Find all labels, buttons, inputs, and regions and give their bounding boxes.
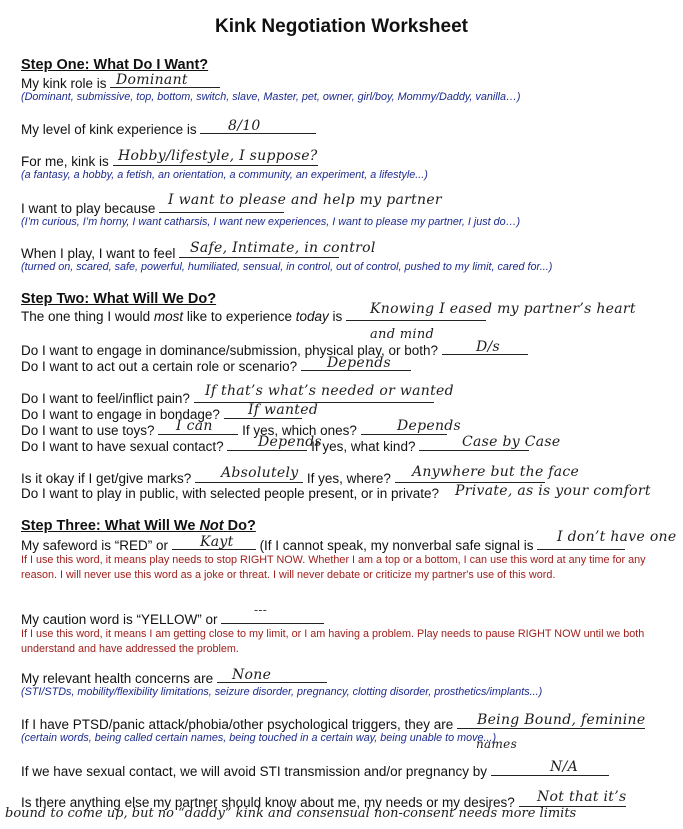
role-answer: Dominant [116, 72, 188, 88]
role-hint: (Dominant, submissive, top, bottom, switch, slave, Master, pet, owner, girl/boy, Mommy/Daddy, vanilla…) [21, 91, 521, 103]
today-answer-line2: and mind [370, 327, 435, 342]
caution-question [21, 611, 324, 627]
step-one-heading: Step One: What Do I Want? [21, 57, 209, 73]
else-answer-line2: bound to come up, but no “daddy” kink and consensual non-consent needs more limits [5, 806, 577, 821]
safeword-label: My safeword is “RED” or [21, 538, 169, 553]
marks-label: Is it okay if I get/give marks? [21, 471, 192, 486]
feel-answer: Safe, Intimate, in control [190, 240, 376, 256]
bondage-answer: If wanted [248, 402, 319, 418]
sex-label: Do I want to have sexual contact? [21, 439, 224, 454]
else-label: Is there anything else my partner should know about me, my needs or my desires? [21, 795, 515, 810]
step-three-heading-a: Step Three: What Will We [21, 518, 196, 534]
step-three-heading-c: Do? [227, 518, 256, 534]
role-scenario-label: Do I want to act out a certain role or scenario? [21, 359, 298, 374]
toys-label: Do I want to use toys? [21, 423, 155, 438]
yellow-word-explanation: If I use this word, it means I am getting close to my limit, or I am having a problem. Play needs to pause RIGHT NOW until we both understand and have addressed the problem. [21, 628, 645, 655]
public-answer: Private, as is your comfort [455, 483, 651, 499]
else-answer-line1: Not that it’s [537, 789, 627, 805]
red-word-explanation: If I use this word, it means play needs to stop RIGHT NOW. Whether I am a top or a bottom, I can use this word at any time for any reason. I will never use this word as a joke or threat. I will never debate or criticize my partner's use of this word. [21, 554, 646, 581]
pain-answer: If that’s what’s needed or wanted [205, 383, 454, 399]
ptsd-hint: (certain words, being called certain names, being touched in a certain way, being unable to move...) [21, 732, 497, 744]
today-label-c: like to experience [186, 309, 292, 324]
sti-label: If we have sexual contact, we will avoid STI transmission and/or pregnancy by [21, 764, 487, 779]
today-label-most: most [153, 309, 184, 324]
experience-question [21, 121, 316, 137]
signal-answer: I don’t have one [557, 529, 677, 545]
ptsd-answer-line1: Being Bound, feminine [477, 712, 646, 728]
toys-question [21, 422, 447, 438]
today-label-today: today [295, 309, 329, 324]
feel-hint: (turned on, scared, safe, powerful, humiliated, sensual, in control, out of control, pushed to my limit, cared for...) [21, 261, 553, 273]
today-label-is: is [332, 309, 343, 324]
toys-which-answer: Depends [397, 418, 462, 434]
public-question [21, 486, 439, 501]
ptsd-answer-line2: names [476, 737, 518, 751]
public-label: Do I want to play in public, with selected people present, or in private? [21, 486, 439, 501]
health-hint: (STI/STDs, mobility/flexibility limitations, seizure disorder, pregnancy, clotting disorder, prosthetics/implants...) [21, 686, 543, 698]
sex-kind-answer: Case by Case [462, 434, 561, 450]
caution-answer-line[interactable] [221, 611, 324, 624]
marks-answer: Absolutely [221, 465, 299, 481]
step-two-heading: Step Two: What Will We Do? [21, 291, 217, 307]
because-answer: I want to please and help my partner [168, 192, 442, 208]
sex-kind-label: If yes, what kind? [311, 439, 416, 454]
kink-hint: (a fantasy, a hobby, a fetish, an orientation, a community, an experiment, a lifestyle...) [21, 169, 428, 181]
experience-answer: 8/10 [228, 118, 261, 134]
feel-label: When I play, I want to feel [21, 246, 176, 261]
step-three-heading [21, 518, 256, 534]
worksheet-title: Kink Negotiation Worksheet [214, 16, 468, 37]
step-three-heading-not: Not [199, 518, 224, 534]
today-label-a: The one thing I would [21, 309, 151, 324]
toys-answer: I can [176, 418, 213, 434]
caution-label: My caution word is “YELLOW” or [21, 612, 218, 627]
caution-answer: --- [254, 603, 268, 617]
kink-label: For me, kink is [21, 154, 109, 169]
role-scenario-answer: Depends [327, 355, 392, 371]
ds-question [21, 342, 528, 358]
health-question [21, 670, 327, 686]
safeword-answer: Kayt [200, 534, 234, 550]
health-answer: None [232, 667, 272, 683]
ds-label: Do I want to engage in dominance/submission, physical play, or both? [21, 343, 438, 358]
health-label: My relevant health concerns are [21, 671, 214, 686]
experience-label: My level of kink experience is [21, 122, 197, 137]
safeword-question [21, 537, 625, 553]
ptsd-label: If I have PTSD/panic attack/phobia/other psychological triggers, they are [21, 717, 454, 732]
role-label: My kink role is [21, 76, 107, 91]
because-hint: (I’m curious, I’m horny, I want catharsis, I want new experiences, I want to please my partner, I just do…) [21, 216, 521, 228]
bondage-label: Do I want to engage in bondage? [21, 407, 220, 422]
today-answer-line1: Knowing I eased my partner’s heart [370, 301, 636, 317]
marks-where-label: If yes, where? [306, 471, 391, 486]
ds-answer: D/s [476, 339, 501, 355]
signal-label: (If I cannot speak, my nonverbal safe signal is [259, 538, 534, 553]
pain-label: Do I want to feel/inflict pain? [21, 391, 190, 406]
kink-answer: Hobby/lifestyle, I suppose? [118, 148, 318, 164]
sti-answer: N/A [550, 759, 578, 775]
because-label: I want to play because [21, 201, 156, 216]
sti-question [21, 763, 609, 779]
sex-answer: Depends [258, 434, 323, 450]
marks-where-answer: Anywhere but the face [412, 464, 580, 480]
toys-which-label: If yes, which ones? [242, 423, 357, 438]
